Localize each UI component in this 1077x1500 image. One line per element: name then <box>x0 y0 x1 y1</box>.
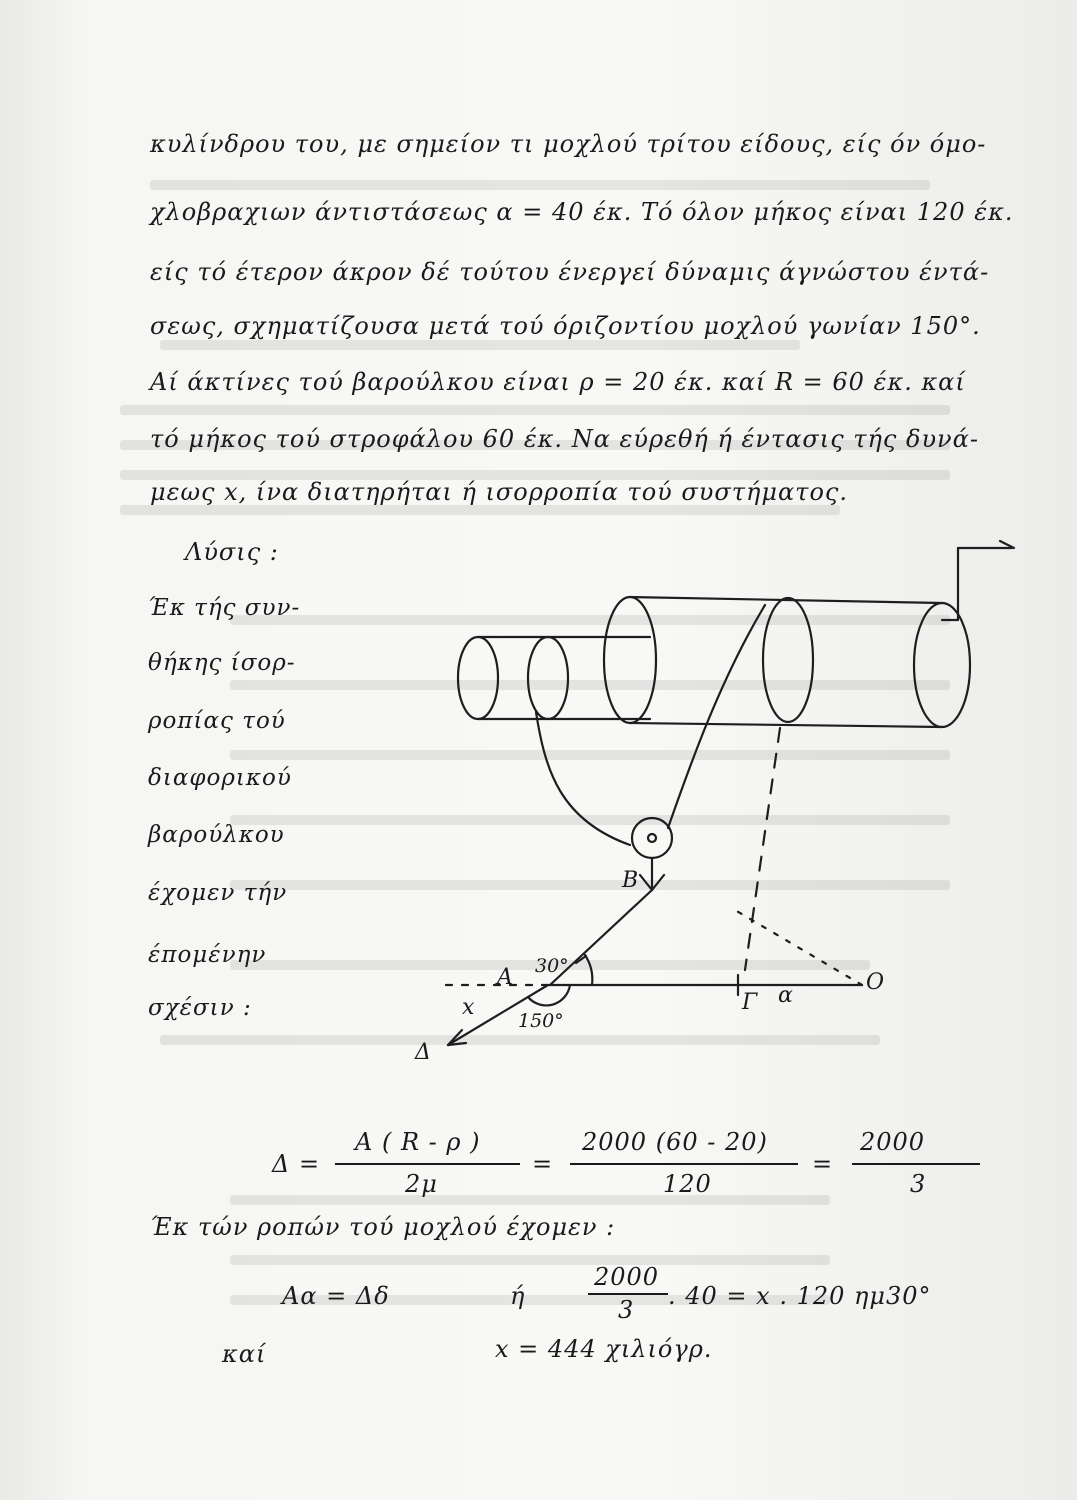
eq1-frac-line-2 <box>570 1163 798 1165</box>
side-line-8: σχέσιν : <box>148 995 252 1021</box>
label-Delta: Δ <box>415 1040 431 1065</box>
label-O: O <box>866 970 885 995</box>
eq1-eq-b: = <box>812 1150 834 1178</box>
problem-line-3: είς τό έτερον άκρον δέ τούτου ένεργεί δύναμις άγνώστου έντά- <box>150 258 990 286</box>
label-A: A <box>497 965 513 990</box>
eq1-eq-a: = <box>532 1150 554 1178</box>
rope-ring <box>763 598 813 722</box>
pulley-wheel <box>632 818 672 858</box>
side-line-4: διαφορικού <box>148 765 292 791</box>
pulley-axle <box>648 834 656 842</box>
perpendicular-line <box>735 910 862 985</box>
label-alpha: α <box>778 983 793 1008</box>
eq1-den2: 120 <box>663 1170 712 1198</box>
angle-30-arc <box>585 955 592 985</box>
problem-line-5: Αί άκτίνες τού βαρούλκου είναι ρ = 20 έκ. καί R = 60 έκ. καί <box>150 368 966 396</box>
final-result: x = 444 χιλιόγρ. <box>495 1335 713 1363</box>
side-line-6: έχομεν τήν <box>148 880 288 906</box>
eq1-num2: 2000 (60 - 20) <box>582 1128 768 1156</box>
moments-line: Έκ τών ροπών τού μοχλού έχομεν : <box>150 1213 616 1241</box>
large-drum-bottom-edge <box>630 723 942 727</box>
eq1-num1: A ( R - ρ ) <box>355 1128 481 1156</box>
hook-arrow-left <box>640 875 652 890</box>
large-drum-right-end <box>914 603 970 727</box>
side-line-5: βαρούλκου <box>148 822 285 848</box>
eq2-frac-line <box>588 1293 668 1295</box>
rope-left <box>536 712 630 845</box>
solution-heading: Λύσις : <box>185 538 279 566</box>
label-angle-150: 150° <box>518 1010 564 1032</box>
rope-right <box>668 605 765 828</box>
eq2-den: 3 <box>618 1296 635 1324</box>
side-line-2: θήκης ίσορ- <box>148 650 296 676</box>
eq1-den1: 2μ <box>405 1170 438 1198</box>
problem-line-4: σεως, σχηματίζουσα μετά τού όριζοντίου μοχλού γωνίαν 150°. <box>150 312 981 340</box>
label-angle-30: 30° <box>535 955 569 977</box>
eq2-or: ή <box>510 1282 526 1310</box>
crank-handle <box>942 548 1012 620</box>
eq1-den3: 3 <box>910 1170 927 1198</box>
label-Gamma: Γ <box>742 990 758 1015</box>
small-drum-right-end <box>528 637 568 719</box>
eq2-lhs: Aα = Δδ <box>282 1282 390 1310</box>
label-B: B <box>622 868 639 893</box>
side-line-3: ροπίας τού <box>148 708 286 734</box>
hook-arrow-right <box>652 875 664 890</box>
problem-line-2: χλοβραχιων άντιστάσεως α = 40 έκ. Τό όλον μήκος είναι 120 έκ. <box>150 198 1014 226</box>
label-x: x <box>462 995 475 1020</box>
eq1-frac-line-1 <box>335 1163 520 1165</box>
problem-line-1: κυλίνδρου του, με σημείον τι μοχλού τρίτου είδους, είς όν όμο- <box>150 130 987 158</box>
problem-line-6: τό μήκος τού στροφάλου 60 έκ. Να εύρεθή ή έντασις τής δυνά- <box>150 425 979 453</box>
final-prefix: καί <box>222 1340 267 1368</box>
angle-150-arc <box>528 985 570 1005</box>
eq1-frac-line-3 <box>852 1163 980 1165</box>
side-line-1: Έκ τής συν- <box>148 595 301 621</box>
side-line-7: έπομένην <box>148 942 267 968</box>
eq1-lhs: Δ = <box>272 1150 321 1178</box>
problem-line-7: μεως x, ίνα διατηρήται ή ισορροπία τού συστήματος. <box>150 478 848 506</box>
large-drum-left-end <box>604 597 656 723</box>
eq2-rest: . 40 = x . 120 ημ30° <box>668 1282 932 1310</box>
eq1-num3: 2000 <box>860 1128 926 1156</box>
small-drum-left-end <box>458 637 498 719</box>
eq2-num: 2000 <box>594 1263 660 1291</box>
